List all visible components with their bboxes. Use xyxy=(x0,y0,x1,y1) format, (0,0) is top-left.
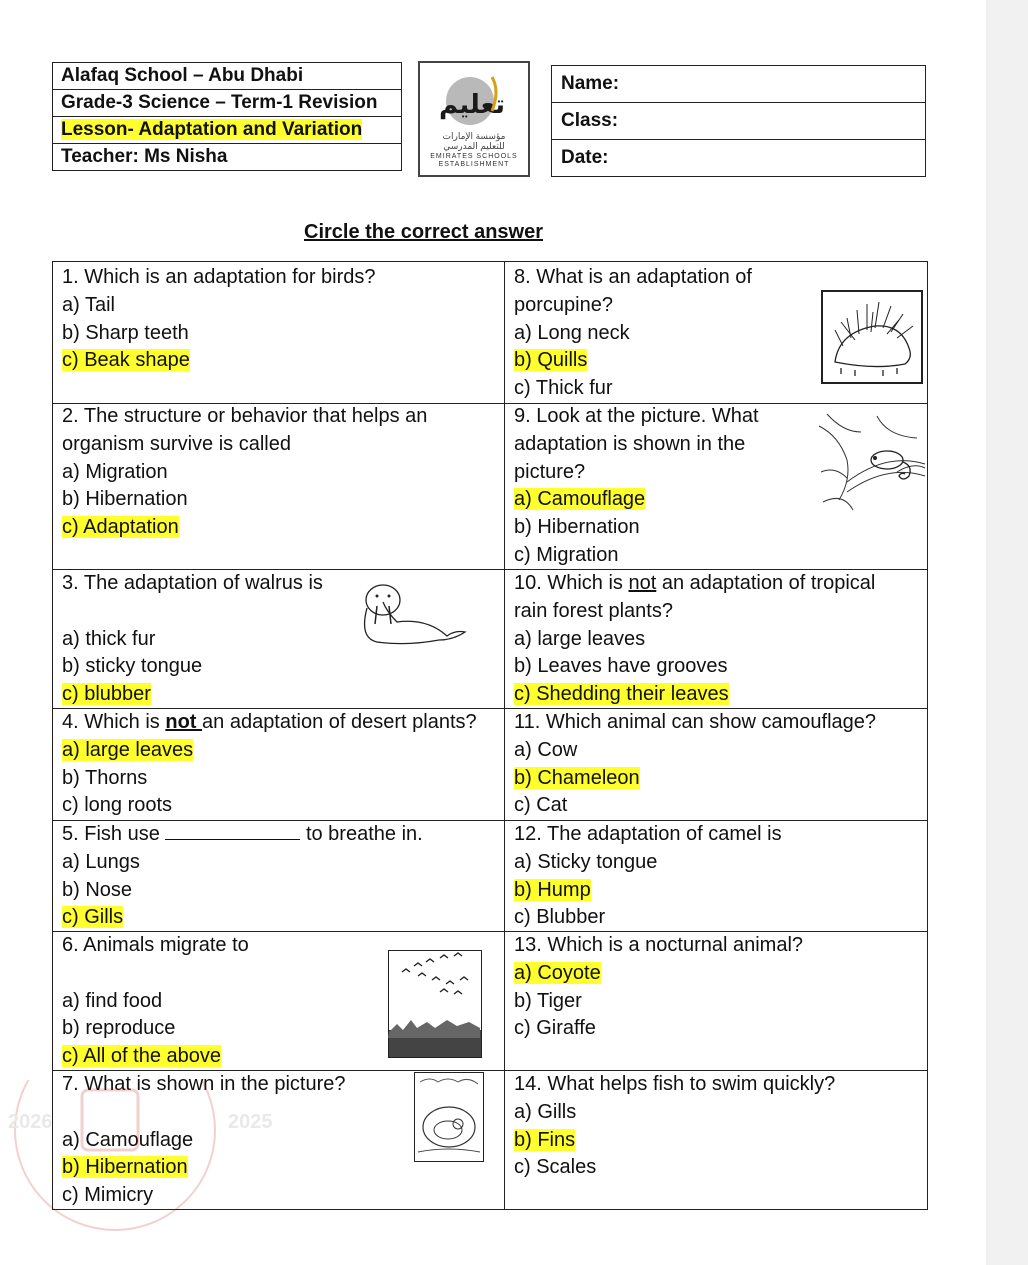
watermark-seal xyxy=(0,1080,280,1265)
option-c[interactable]: c) All of the above xyxy=(62,1045,221,1068)
option-a[interactable]: a) Coyote xyxy=(514,961,601,984)
question-14 xyxy=(505,1069,929,1184)
option-c[interactable]: c) Mimicry xyxy=(62,1184,154,1207)
logo-arabic-line1: مؤسسة الإمارات xyxy=(442,131,506,141)
class-field[interactable]: Class: xyxy=(552,103,926,140)
option-c[interactable]: c) Shedding their leaves xyxy=(514,683,729,706)
grade-title: Grade-3 Science – Term-1 Revision xyxy=(53,90,402,117)
school-logo xyxy=(418,61,530,177)
migrating-birds-image xyxy=(388,950,482,1058)
logo-arabic-mark: تعليم xyxy=(438,90,506,120)
questions-table xyxy=(52,261,928,1210)
question-1 xyxy=(53,262,504,377)
option-a[interactable]: a) Gills xyxy=(514,1100,577,1123)
question-text: 6. Animals migrate to xyxy=(62,934,249,956)
question-text: picture? xyxy=(514,460,586,483)
option-c[interactable]: c) Giraffe xyxy=(514,1017,596,1040)
porcupine-image xyxy=(821,290,923,384)
question-13 xyxy=(505,930,929,1045)
option-a[interactable]: a) large leaves xyxy=(62,738,194,761)
teacher-name: Teacher: Ms Nisha xyxy=(53,144,402,171)
option-c[interactable]: c) blubber xyxy=(62,683,151,706)
option-a[interactable]: a) find food xyxy=(62,989,163,1012)
question-text: 1. Which is an adaptation for birds? xyxy=(62,266,376,288)
lesson-title: Lesson- Adaptation and Variation xyxy=(61,119,363,140)
option-c[interactable]: c) Migration xyxy=(514,543,619,566)
option-a[interactable]: a) Tail xyxy=(62,293,115,316)
question-text: 2. The structure or behavior that helps an xyxy=(62,405,428,427)
chameleon-image xyxy=(817,412,927,524)
option-a[interactable]: a) Camouflage xyxy=(514,488,646,511)
option-b[interactable]: b) Chameleon xyxy=(514,766,640,789)
instruction-heading: Circle the correct answer xyxy=(304,221,543,243)
option-b[interactable]: b) Thorns xyxy=(62,766,148,789)
date-field[interactable]: Date: xyxy=(552,140,926,177)
question-emphasis: not xyxy=(165,711,203,733)
question-text: adaptation is shown in the xyxy=(514,432,746,455)
question-text: rain forest plants? xyxy=(514,599,673,622)
option-b[interactable]: b) Nose xyxy=(62,878,133,901)
school-info-table xyxy=(52,62,402,171)
option-a[interactable]: a) large leaves xyxy=(514,627,646,650)
option-a[interactable]: a) Sticky tongue xyxy=(514,850,658,873)
option-c[interactable]: c) Beak shape xyxy=(62,349,190,372)
option-b[interactable]: b) Hibernation xyxy=(62,1156,188,1179)
question-emphasis: not xyxy=(628,572,657,594)
option-b[interactable]: b) Quills xyxy=(514,349,588,372)
option-b[interactable]: b) Sharp teeth xyxy=(62,321,189,344)
option-b[interactable]: b) sticky tongue xyxy=(62,655,203,678)
question-text: 9. Look at the picture. What xyxy=(514,405,759,427)
question-text: 12. The adaptation of camel is xyxy=(514,823,782,845)
question-text: 4. Which is xyxy=(62,711,166,733)
student-info-table xyxy=(551,65,926,177)
name-field[interactable]: Name: xyxy=(552,66,926,103)
option-c[interactable]: c) Gills xyxy=(62,906,124,929)
question-text: porcupine? xyxy=(514,293,613,316)
option-b[interactable]: b) Hibernation xyxy=(62,488,188,511)
question-4: 4. Which is not an adaptation of desert plants? a) large leaves b) Thorns c) long roots xyxy=(53,707,504,822)
question-text: 10. Which is xyxy=(514,572,629,594)
question-text: 13. Which is a nocturnal animal? xyxy=(514,934,804,956)
question-2 xyxy=(53,401,504,544)
question-text: 8. What is an adaptation of xyxy=(514,266,752,288)
question-12 xyxy=(505,819,929,934)
watermark-year-left: 2026 xyxy=(8,1111,53,1133)
option-c[interactable]: c) Adaptation xyxy=(62,516,179,539)
option-a[interactable]: a) Lungs xyxy=(62,850,140,873)
question-5: 5. Fish use to breathe in. a) Lungs b) Nose c) Gills xyxy=(53,819,504,934)
question-text: organism survive is called xyxy=(62,432,291,455)
page-side-margin xyxy=(986,0,1028,1265)
question-text: 11. Which animal can show camouflage? xyxy=(514,711,877,733)
option-b[interactable]: b) Leaves have grooves xyxy=(514,655,728,678)
question-text: 5. Fish use xyxy=(62,823,166,845)
option-b[interactable]: b) reproduce xyxy=(62,1017,176,1040)
option-a[interactable]: a) Long neck xyxy=(514,321,630,344)
option-c[interactable]: c) Thick fur xyxy=(514,377,613,400)
watermark-year-right: 2025 xyxy=(228,1111,273,1133)
question-text: 14. What helps fish to swim quickly? xyxy=(514,1073,836,1095)
option-b[interactable]: b) Hump xyxy=(514,878,591,901)
option-c[interactable]: c) Cat xyxy=(514,794,568,817)
option-c[interactable]: c) Blubber xyxy=(514,906,606,929)
answer-blank[interactable] xyxy=(165,821,300,840)
option-a[interactable]: a) Migration xyxy=(62,460,168,483)
question-11 xyxy=(505,707,929,822)
walrus-image xyxy=(353,580,469,648)
school-name: Alafaq School – Abu Dhabi xyxy=(53,63,402,90)
question-text: 7. What is shown in the picture? xyxy=(62,1073,346,1095)
option-b[interactable]: b) Fins xyxy=(514,1128,576,1151)
option-a[interactable]: a) thick fur xyxy=(62,627,156,650)
question-10: 10. Which is not an adaptation of tropical rain forest plants? a) large leaves b) Leaves have grooves c) Shedding their leaves xyxy=(505,568,929,711)
logo-english-line2: ESTABLISHMENT xyxy=(438,161,510,168)
logo-english-line1: EMIRATES SCHOOLS xyxy=(430,153,518,160)
question-text: 3. The adaptation of walrus is xyxy=(62,572,323,594)
option-b[interactable]: b) Tiger xyxy=(514,989,582,1012)
option-b[interactable]: b) Hibernation xyxy=(514,516,640,539)
option-c[interactable]: c) Scales xyxy=(514,1156,597,1179)
option-a[interactable]: a) Camouflage xyxy=(62,1128,194,1151)
logo-arabic-line2: للتعليم المدرسي xyxy=(443,141,505,151)
option-a[interactable]: a) Cow xyxy=(514,738,578,761)
bear-in-den-image xyxy=(414,1072,484,1162)
option-c[interactable]: c) long roots xyxy=(62,794,173,817)
